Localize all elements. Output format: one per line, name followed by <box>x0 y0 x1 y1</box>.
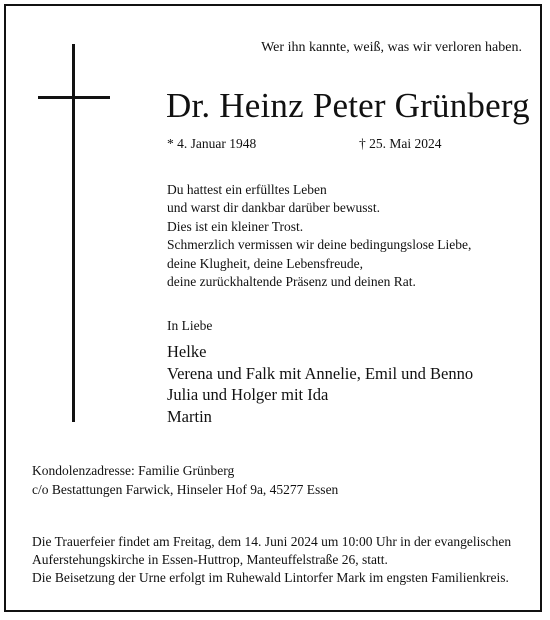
poem-line: Dies ist ein kleiner Trost. <box>167 218 304 234</box>
poem-line: und warst dir dankbar darüber bewusst. <box>167 200 380 216</box>
birth-date: * 4. Januar 1948 <box>167 136 257 151</box>
poem-line: Du hattest ein erfülltes Leben <box>167 182 327 197</box>
poem-line: deine Klugheit, deine Lebensfreude, <box>167 255 364 271</box>
obituary-notice <box>4 4 542 612</box>
burial-info: Die Beisetzung der Urne erfolgt im Ruhewald Lintorfer Mark im engsten Familienkreis. <box>32 570 509 585</box>
condolence-line: c/o Bestattungen Farwick, Hinseler Hof 9a, 45277 Essen <box>32 482 339 497</box>
poem-line: deine zurückhaltende Präsenz und deinen Rat. <box>167 274 416 290</box>
condolence-address <box>32 461 338 499</box>
in-liebe-label: In Liebe <box>167 318 213 333</box>
mourner-name: Julia und Holger mit Ida <box>167 385 329 404</box>
mourner-name: Helke <box>167 342 207 361</box>
funeral-line: Auferstehungskirche in Essen-Huttrop, Manteuffelstraße 26, statt. <box>32 552 388 567</box>
mourners-list <box>167 341 473 427</box>
motto-quote: Wer ihn kannte, weiß, was wir verloren haben. <box>261 40 522 55</box>
mourner-name: Verena und Falk mit Annelie, Emil und Benno <box>167 363 474 383</box>
deceased-name: Dr. Heinz Peter Grünberg <box>166 86 530 125</box>
mourner-name: Martin <box>167 406 212 426</box>
funeral-line: Die Trauerfeier findet am Freitag, dem 14. Juni 2024 um 10:00 Uhr in der evangelischen <box>32 534 512 549</box>
condolence-line: Kondolenzadresse: Familie Grünberg <box>32 463 235 478</box>
cross-vertical-bar <box>72 44 75 422</box>
funeral-info <box>32 533 511 569</box>
cross-horizontal-bar <box>38 96 110 99</box>
death-date: † 25. Mai 2024 <box>359 136 442 151</box>
poem <box>167 181 471 291</box>
poem-line: Schmerzlich vermissen wir deine bedingungslose Liebe, <box>167 237 472 253</box>
